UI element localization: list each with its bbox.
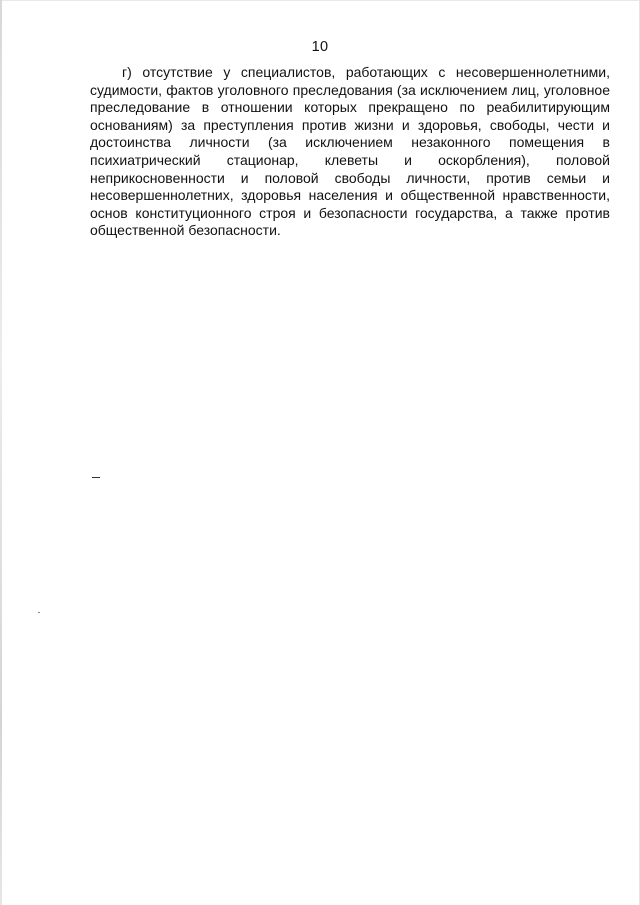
paragraph-line: основаниям) за преступления против жизни и здоровья, свободы, чести и [90,116,610,133]
paragraph-line: неприкосновенности и половой свободы личности, против семьи и [90,169,610,186]
paragraph-line: основ конституционного строя и безопасности государства, а также против [90,204,610,221]
page-number: 10 [311,39,329,55]
scan-artifact-dash [92,477,100,478]
scan-edge-top [0,0,640,1]
paragraph-g [90,64,610,240]
scan-edge-left [0,0,2,905]
paragraph-line: психиатрический стационар, клеветы и оскорбления), половой [90,151,610,168]
paragraph-line: достоинства личности (за исключением незаконного помещения в [90,134,610,151]
paragraph-line: общественной безопасности. [90,222,281,239]
paragraph-line: несовершеннолетних, здоровья населения и общественной нравственности, [90,187,610,204]
paragraph-line: преследование в отношении которых прекращено по реабилитирующим [90,99,610,116]
paragraph-line: г) отсутствие у специалистов, работающих с несовершеннолетними, [122,64,610,80]
scan-artifact-dot [38,612,40,613]
paragraph-line: судимости, фактов уголовного преследования (за исключением лиц, уголовное [90,81,610,98]
